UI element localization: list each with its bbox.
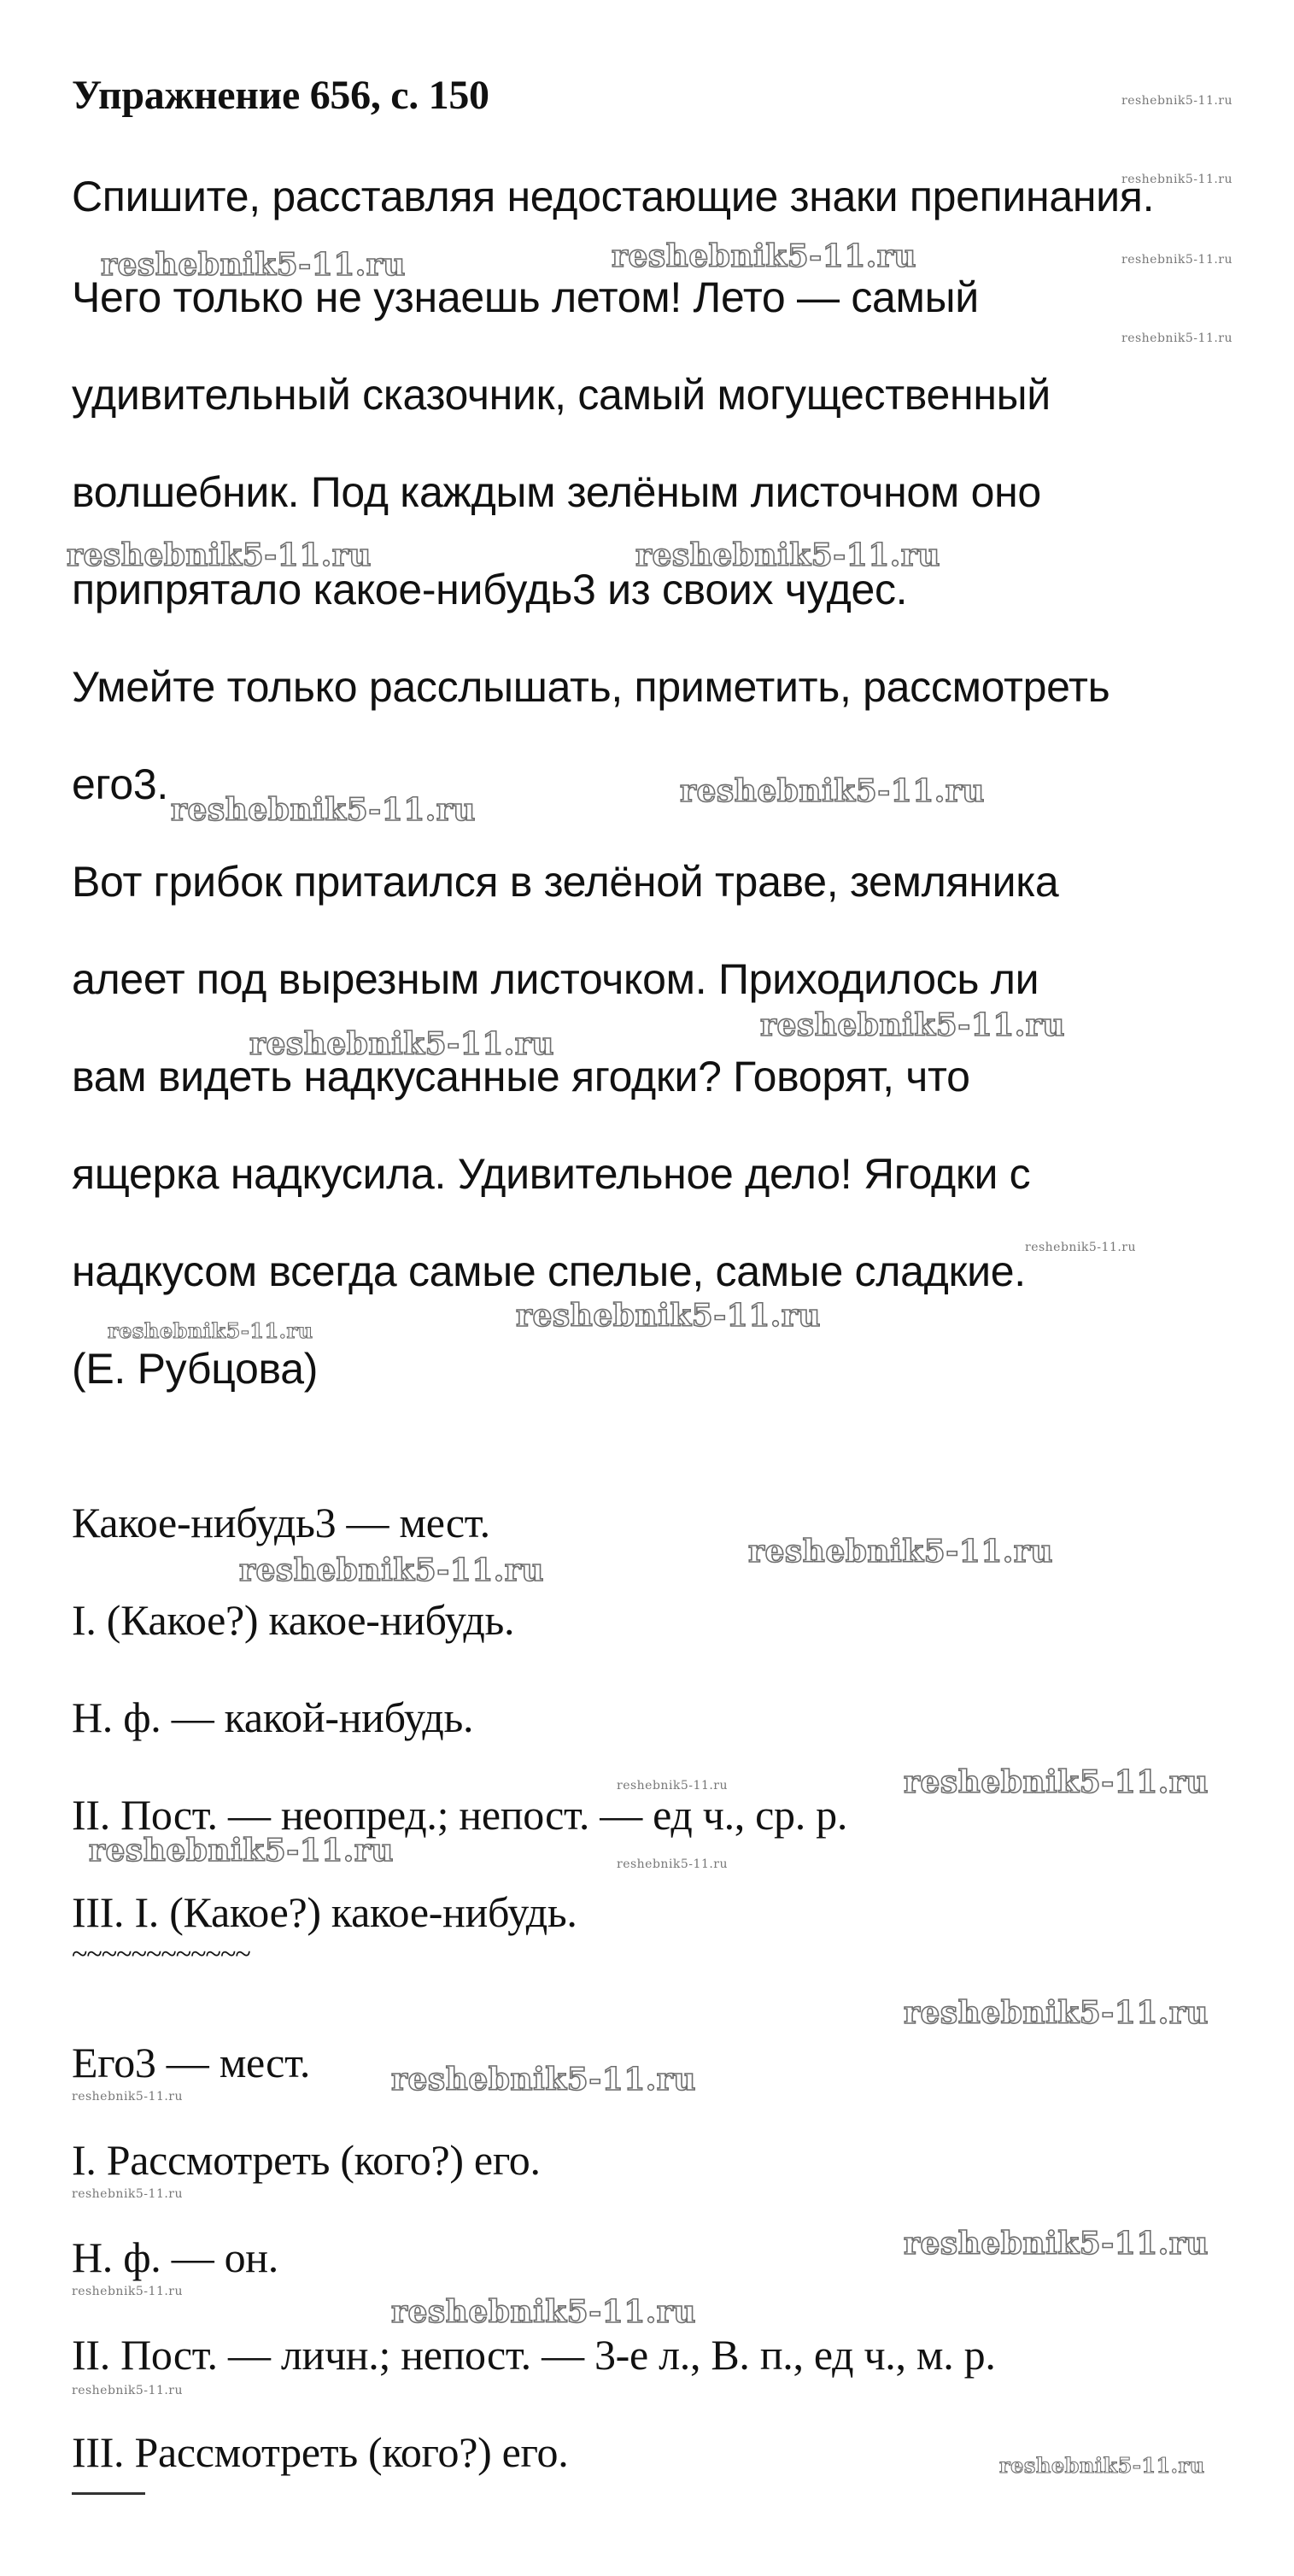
watermark: reshebnik5-11.ru bbox=[1121, 94, 1233, 108]
watermark: reshebnik5-11.ru bbox=[391, 2062, 696, 2098]
watermark: reshebnik5-11.ru bbox=[617, 1857, 729, 1871]
watermark: reshebnik5-11.ru bbox=[239, 1552, 544, 1588]
watermark: reshebnik5-11.ru bbox=[1121, 253, 1233, 267]
watermark: reshebnik5-11.ru bbox=[72, 2187, 184, 2201]
watermark: reshebnik5-11.ru bbox=[635, 537, 940, 573]
text-line: удивительный сказочник, самый могущественный bbox=[72, 371, 1051, 419]
watermark: reshebnik5-11.ru bbox=[101, 247, 406, 283]
watermark: reshebnik5-11.ru bbox=[249, 1026, 554, 1062]
analysis-line: II. Пост. — неопред.; непост. — ед ч., ср. р. bbox=[72, 1791, 848, 1839]
text-line: Умейте только расслышать, приметить, рассмотреть bbox=[72, 663, 1110, 711]
analysis-line: III. I. (Какое?) какое-нибудь. bbox=[72, 1888, 577, 1936]
analysis-line: III. Рассмотреть (кого?) его. bbox=[72, 2428, 569, 2476]
watermark: reshebnik5-11.ru bbox=[72, 2090, 184, 2104]
watermark: reshebnik5-11.ru bbox=[904, 1764, 1209, 1800]
watermark: reshebnik5-11.ru bbox=[72, 2285, 184, 2298]
watermark: reshebnik5-11.ru bbox=[748, 1534, 1053, 1570]
author: (Е. Рубцова) bbox=[72, 1345, 319, 1393]
watermark: reshebnik5-11.ru bbox=[171, 792, 476, 828]
watermark: reshebnik5-11.ru bbox=[1121, 173, 1233, 186]
page-title: Упражнение 656, с. 150 bbox=[72, 73, 489, 118]
watermark: reshebnik5-11.ru bbox=[89, 1833, 394, 1869]
watermark: reshebnik5-11.ru bbox=[760, 1007, 1065, 1043]
watermark: reshebnik5-11.ru bbox=[1025, 1241, 1137, 1254]
watermark: reshebnik5-11.ru bbox=[516, 1298, 821, 1334]
text-line: ящерка надкусила. Удивительное дело! Ягодки с bbox=[72, 1150, 1031, 1198]
text-line: вам видеть надкусанные ягодки? Говорят, что bbox=[72, 1053, 970, 1100]
watermark: reshebnik5-11.ru bbox=[617, 1779, 729, 1793]
text-line: волшебник. Под каждым зелёным листочном оно bbox=[72, 468, 1041, 516]
analysis-line: Н. ф. — какой-нибудь. bbox=[72, 1693, 474, 1741]
text-line: надкусом всегда самые спелые, самые сладкие. bbox=[72, 1247, 1026, 1295]
watermark: reshebnik5-11.ru bbox=[108, 1318, 313, 1343]
task-text: Спишите, расставляя недостающие знаки препинания. bbox=[72, 173, 1155, 220]
watermark: reshebnik5-11.ru bbox=[999, 2453, 1205, 2478]
analysis-line: Н. ф. — он. bbox=[72, 2233, 278, 2281]
analysis-heading: Его3 — мест. bbox=[72, 2039, 311, 2086]
watermark: reshebnik5-11.ru bbox=[612, 238, 916, 274]
watermark: reshebnik5-11.ru bbox=[904, 1995, 1209, 2031]
analysis-line: I. (Какое?) какое-нибудь. bbox=[72, 1596, 515, 1644]
watermark: reshebnik5-11.ru bbox=[1121, 332, 1233, 345]
watermark: reshebnik5-11.ru bbox=[72, 2384, 184, 2397]
end-rule bbox=[72, 2492, 145, 2495]
text-line: Вот грибок притаился в зелёной траве, земляника bbox=[72, 858, 1059, 906]
analysis-line: II. Пост. — личн.; непост. — 3-е л., В. п., ед ч., м. р. bbox=[72, 2331, 996, 2379]
watermark: reshebnik5-11.ru bbox=[904, 2226, 1209, 2262]
watermark: reshebnik5-11.ru bbox=[680, 773, 985, 809]
analysis-heading: Какое-нибудь3 — мест. bbox=[72, 1499, 490, 1546]
text-line: его3. bbox=[72, 760, 168, 808]
analysis-line: I. Рассмотреть (кого?) его. bbox=[72, 2136, 541, 2184]
watermark: reshebnik5-11.ru bbox=[391, 2294, 696, 2330]
text-line: алеет под вырезным листочком. Приходилось ли bbox=[72, 955, 1039, 1003]
watermark: reshebnik5-11.ru bbox=[67, 537, 372, 573]
text-line: Чего только не узнаешь летом! Лето — самый bbox=[72, 273, 979, 321]
text-line: припрятало какое-нибудь3 из своих чудес. bbox=[72, 566, 908, 613]
wavy-underline: ~~~~~~~~~~~~ bbox=[72, 1939, 250, 1970]
